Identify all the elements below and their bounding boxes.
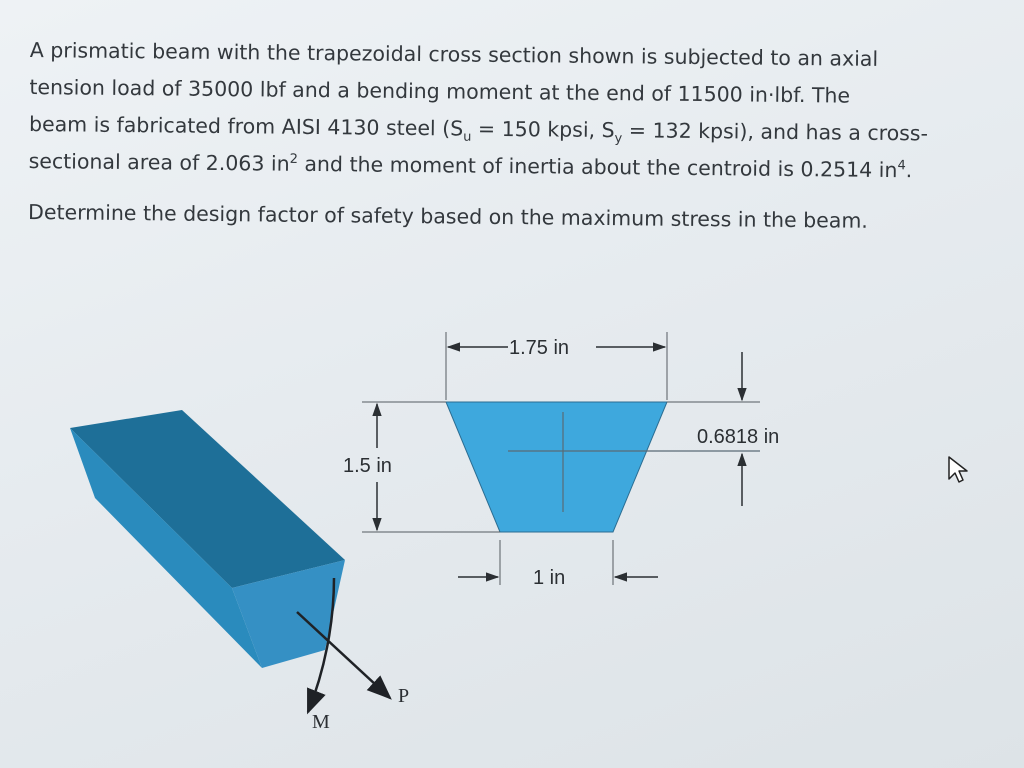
height-label: 1.5 in [343,455,392,477]
area-exponent: 2 [289,151,299,167]
centroid-distance-label: 0.6818 in [697,426,780,448]
sy-subscript: y [614,131,623,147]
problem-line-3-end: = 132 kpsi), and has a cross- [622,118,929,146]
problem-line-1: A prismatic beam with the trapezoidal cross section shown is subjected to an axial [29,37,879,71]
su-subscript: u [463,129,472,145]
pointer-arrow-icon [946,455,970,485]
load-label: P [398,685,410,707]
problem-line-4: sectional area of 2.063 in [28,148,290,176]
problem-line-3: beam is fabricated from AISI 4130 steel (S [28,111,464,141]
inertia-exponent: 4 [897,158,906,174]
moment-label: M [312,711,330,733]
problem-line-4-end: . [905,158,913,183]
problem-line-4-mid: and the moment of inertia about the centroid is 0.2514 in [297,151,898,183]
problem-line-2: tension load of 35000 lbf and a bending moment at the end of 11500 in·lbf. The [29,74,851,108]
question-text: Determine the design factor of safety based on the maximum stress in the beam. [27,199,869,233]
load-p-arrow [297,612,390,698]
trapezoid-cross-section [446,402,667,532]
top-width-label: 1.75 in [509,337,570,359]
bottom-width-label: 1 in [533,567,566,589]
problem-line-3-mid: = 150 kpsi, S [471,116,615,143]
beam-3d [70,410,345,668]
